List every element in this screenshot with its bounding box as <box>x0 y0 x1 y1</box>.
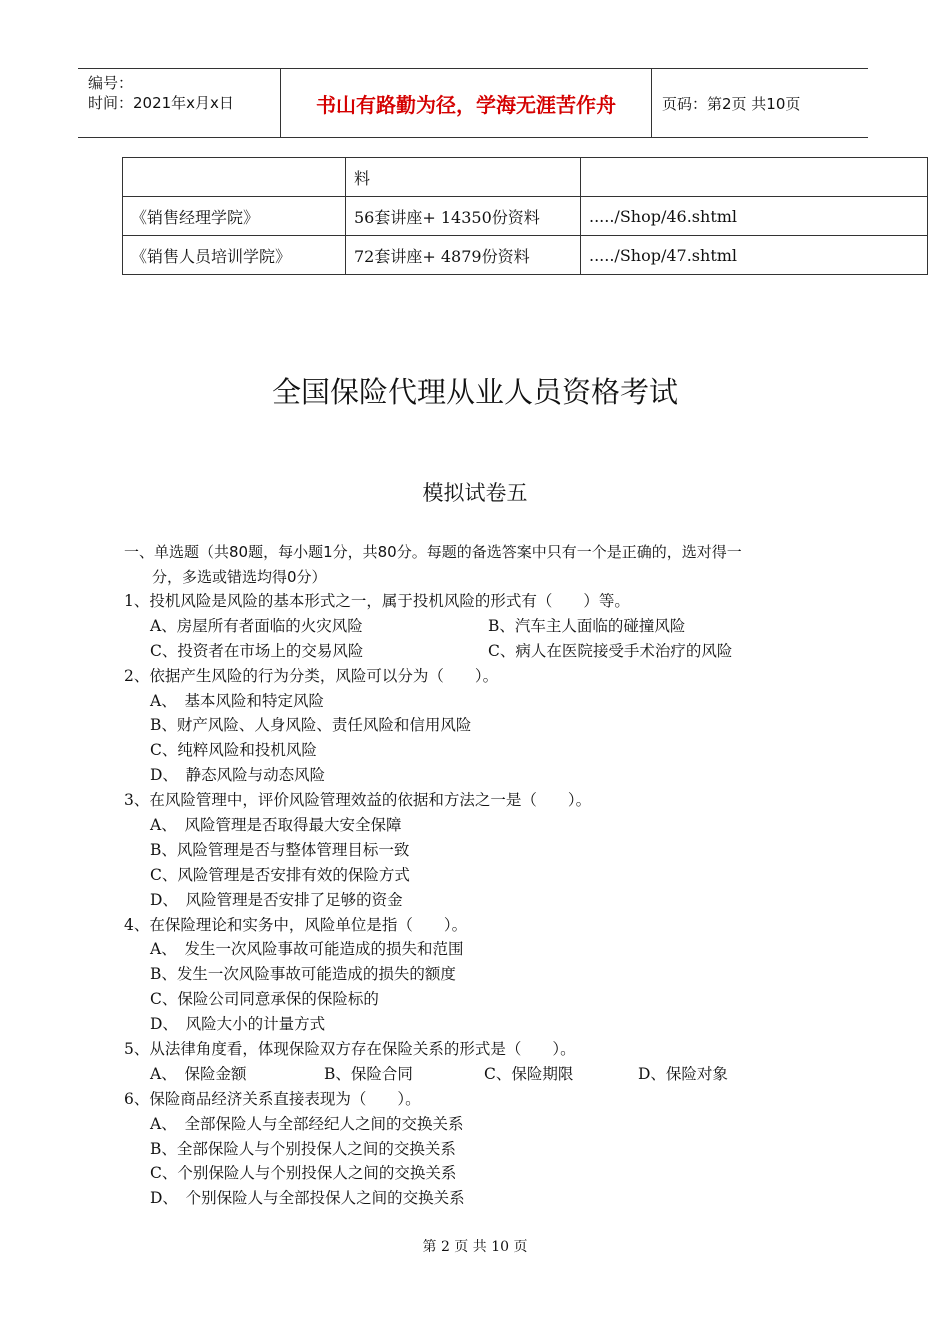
question-text: 2、依据产生风险的行为分类，风险可以分为（ ）。 <box>124 666 499 685</box>
code-label: 编号： <box>88 74 134 92</box>
option: B、汽车主人面临的碰撞风险 <box>488 616 686 635</box>
option: D、 风险管理是否安排了足够的资金 <box>150 890 403 909</box>
option: C、病人在医院接受手术治疗的风险 <box>488 641 733 660</box>
page-footer: 第 2 页 共 10 页 <box>422 1239 528 1255</box>
option: C、投资者在市场上的交易风险 <box>150 641 364 660</box>
option: A、 发生一次风险事故可能造成的损失和范围 <box>150 940 464 959</box>
option: C、保险公司同意承保的保险标的 <box>150 990 379 1009</box>
option: B、风险管理是否与整体管理目标一致 <box>150 840 410 859</box>
question-text: 5、从法律角度看，体现保险双方存在保险关系的形式是（ ）。 <box>124 1040 576 1059</box>
table-cell: 72套讲座+ 4879份资料 <box>346 236 581 275</box>
option: A、房屋所有者面临的火灾风险 <box>150 616 363 635</box>
table-cell: 料 <box>346 158 581 197</box>
option: C、风险管理是否安排有效的保险方式 <box>150 865 410 884</box>
table-cell-link[interactable]: ...../Shop/47.shtml <box>581 236 928 275</box>
table-cell: 56套讲座+ 14350份资料 <box>346 197 581 236</box>
option-row <box>124 614 884 639</box>
question-text: 1、投机风险是风险的基本形式之一，属于投机风险的形式有（ ）等。 <box>124 592 630 610</box>
option: B、发生一次风险事故可能造成的损失的额度 <box>150 965 456 984</box>
section-heading <box>124 540 834 590</box>
header-meta <box>78 69 280 137</box>
table-cell: 《销售人员培训学院》 <box>123 236 346 275</box>
option-row <box>124 639 884 664</box>
table-cell: 《销售经理学院》 <box>123 197 346 236</box>
option: C、纯粹风险和投机风险 <box>150 741 317 760</box>
option: D、保险对象 <box>638 1064 728 1083</box>
option: D、 风险大小的计量方式 <box>150 1015 326 1034</box>
option: A、 全部保险人与全部经纪人之间的交换关系 <box>150 1114 464 1133</box>
section-heading-line: 一、单选题（共80题，每小题1分，共80分。每题的备选答案中只有一个是正确的，选对得一 <box>124 543 742 561</box>
option: C、保险期限 <box>484 1064 574 1083</box>
option: A、 风险管理是否取得最大安全保障 <box>150 816 402 835</box>
question-list <box>124 589 884 1211</box>
option: B、财产风险、人身风险、责任风险和信用风险 <box>150 716 472 735</box>
option-row <box>124 1062 884 1087</box>
question-text: 6、保险商品经济关系直接表现为（ ）。 <box>124 1089 421 1108</box>
option: A、 基本风险和特定风险 <box>150 691 324 710</box>
question-text: 4、在保险理论和实务中，风险单位是指（ ）。 <box>124 915 468 934</box>
option: B、保险合同 <box>324 1064 413 1083</box>
page-header <box>78 68 868 138</box>
option: D、 静态风险与动态风险 <box>150 766 326 785</box>
exam-title: 全国保险代理从业人员资格考试 <box>271 375 678 409</box>
header-page-info: 页码：第2页 共10页 <box>662 94 801 113</box>
option: B、全部保险人与个别投保人之间的交换关系 <box>150 1139 456 1158</box>
time-label: 时间：2021年x月x日 <box>88 94 234 112</box>
table-cell-link[interactable]: ...../Shop/46.shtml <box>581 197 928 236</box>
table-row <box>123 197 928 236</box>
option: D、 个别保险人与全部投保人之间的交换关系 <box>150 1189 465 1208</box>
table-row <box>123 236 928 275</box>
table-cell <box>581 158 928 197</box>
table-row <box>123 158 928 197</box>
question-text: 3、在风险管理中，评价风险管理效益的依据和方法之一是（ ）。 <box>124 791 592 810</box>
header-motto: 书山有路勤为径，学海无涯苦作舟 <box>280 69 652 137</box>
option: C、个别保险人与个别投保人之间的交换关系 <box>150 1164 457 1183</box>
option: A、 保险金额 <box>150 1064 247 1083</box>
table-cell <box>123 158 346 197</box>
exam-subtitle: 模拟试卷五 <box>422 481 528 505</box>
section-heading-line: 分，多选或错选均得0分） <box>152 568 327 586</box>
resource-table <box>122 157 928 275</box>
